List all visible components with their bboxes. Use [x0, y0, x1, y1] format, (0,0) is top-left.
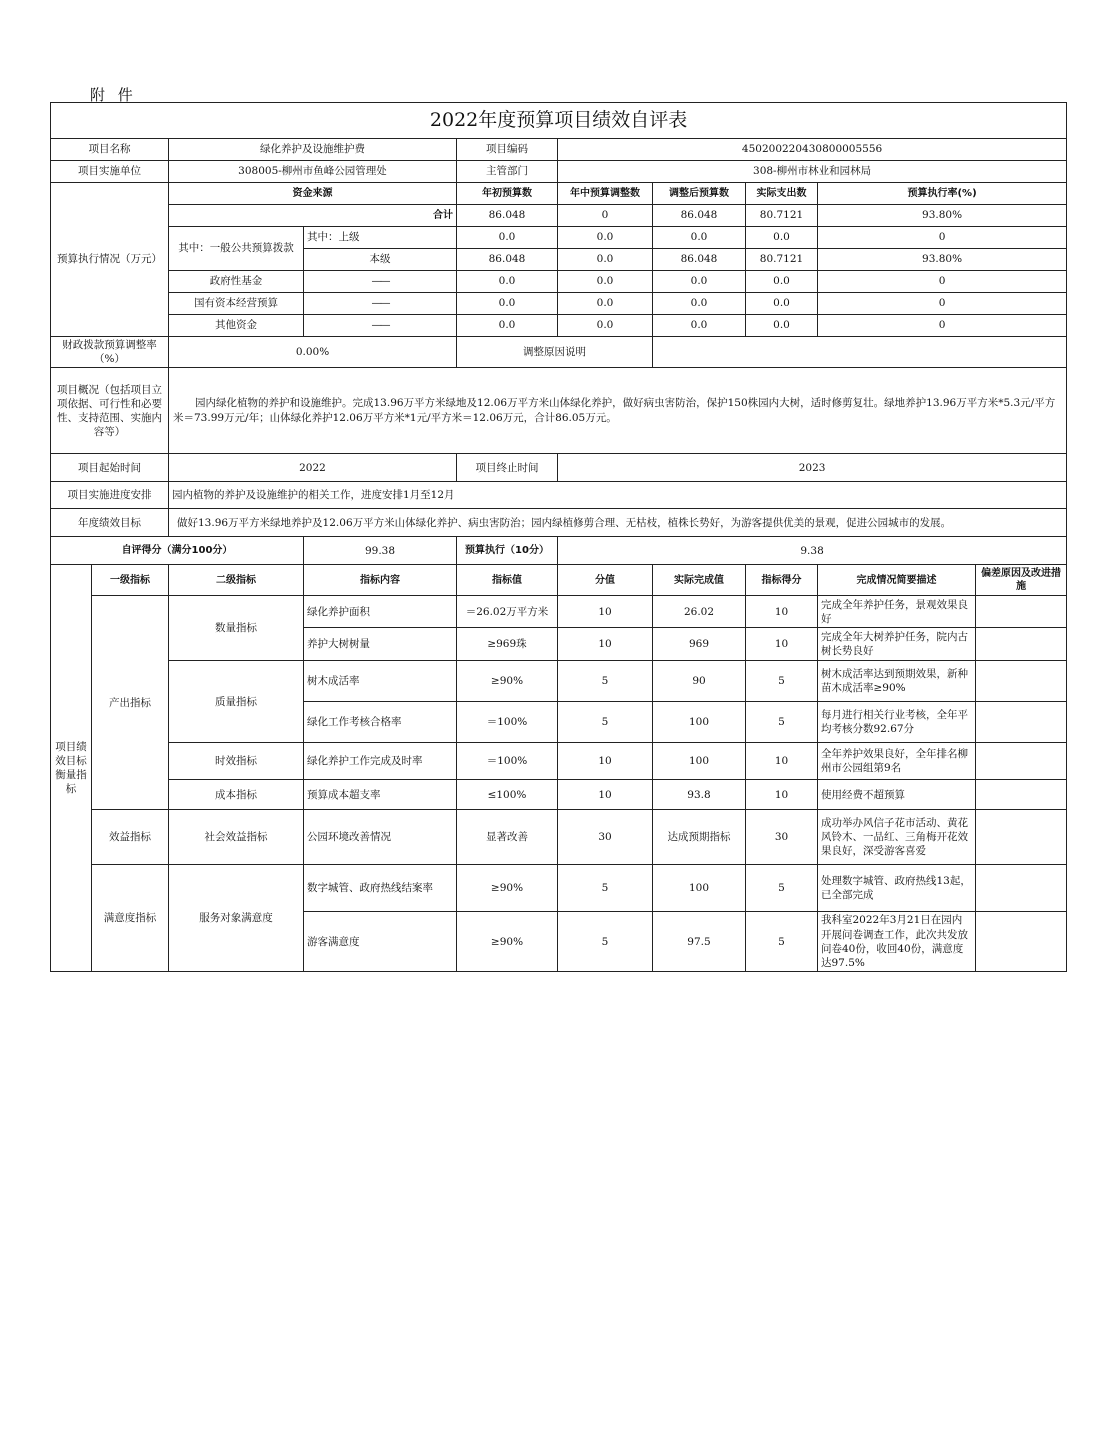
level1-satisfaction: 满意度指标: [92, 865, 169, 972]
attachment-label: 附 件: [90, 86, 137, 104]
indicator-desc: 完成全年养护任务，景观效果良好: [818, 596, 976, 628]
table-row: [51, 596, 1067, 628]
cell: 0: [558, 205, 653, 227]
adjust-reason-label: 调整原因说明: [457, 337, 653, 368]
dash: ——: [304, 293, 457, 315]
indicator-score: 5: [746, 912, 818, 972]
overview-cell: [169, 368, 1067, 454]
indicator-reason: [976, 702, 1067, 743]
level2-social: 社会效益指标: [169, 810, 304, 865]
budget-row-upper: [51, 227, 1067, 249]
exec-score-label: 预算执行（10分）: [457, 537, 558, 565]
indicator-score: 10: [746, 596, 818, 628]
col-reason: 偏差原因及改进措施: [976, 565, 1067, 596]
indicator-target: ＝26.02万平方米: [457, 596, 558, 628]
col-score: 指标得分: [746, 565, 818, 596]
col-initial-budget: 年初预算数: [457, 183, 558, 205]
indicator-content: 游客满意度: [304, 912, 457, 972]
cell: 0: [818, 315, 1067, 337]
indicator-content: 树木成活率: [304, 661, 457, 702]
cell: 0.0: [746, 293, 818, 315]
level2-cost: 成本指标: [169, 780, 304, 810]
cell: 0: [818, 271, 1067, 293]
indicator-target: 显著改善: [457, 810, 558, 865]
col-actual-spend: 实际支出数: [746, 183, 818, 205]
indicator-desc: 全年养护效果良好，全年排名柳州市公园组第9名: [818, 743, 976, 780]
indicator-actual: 97.5: [653, 912, 746, 972]
level2-timeliness: 时效指标: [169, 743, 304, 780]
performance-evaluation-table: [50, 102, 1067, 972]
indicator-desc: 每月进行相关行业考核，全年平均考核分数92.67分: [818, 702, 976, 743]
cell: 0.0: [457, 227, 558, 249]
cell: 0: [818, 293, 1067, 315]
table-row: [51, 743, 1067, 780]
col-mid-adjust: 年中预算调整数: [558, 183, 653, 205]
exec-score-value: 9.38: [558, 537, 1067, 565]
indicator-score: 5: [746, 661, 818, 702]
project-code-label: 项目编码: [457, 139, 558, 161]
indicator-reason: [976, 661, 1067, 702]
level2-quantity: 数量指标: [169, 596, 304, 661]
indicator-weight: 10: [558, 780, 653, 810]
end-value: 2023: [558, 454, 1067, 482]
indicator-desc: 我科室2022年3月21日在园内开展问卷调查工作，此次共发放问卷40份，收回40份，满意度达97.5%: [818, 912, 976, 972]
budget-row-state-capital: [51, 293, 1067, 315]
dept-label: 主管部门: [457, 161, 558, 183]
col-actual: 实际完成值: [653, 565, 746, 596]
start-value: 2022: [169, 454, 457, 482]
other-label: 其他资金: [169, 315, 304, 337]
indicator-target: ≥90%: [457, 912, 558, 972]
score-label: 自评得分（满分100分）: [51, 537, 304, 565]
cell: 80.7121: [746, 249, 818, 271]
cell: 0.0: [558, 249, 653, 271]
cell: 93.80%: [818, 249, 1067, 271]
unit-value: 308005-柳州市鱼峰公园管理处: [169, 161, 457, 183]
table-row: [51, 780, 1067, 810]
indicator-reason: [976, 780, 1067, 810]
score-value: 99.38: [304, 537, 457, 565]
total-label: 合计: [169, 205, 457, 227]
indicator-weight: 30: [558, 810, 653, 865]
col-target: 指标值: [457, 565, 558, 596]
cell: 0.0: [457, 293, 558, 315]
cell: 0.0: [653, 227, 746, 249]
cell: 0.0: [558, 293, 653, 315]
local-label: 本级: [304, 249, 457, 271]
indicator-content: 绿化工作考核合格率: [304, 702, 457, 743]
cell: 80.7121: [746, 205, 818, 227]
cell: 0.0: [746, 227, 818, 249]
indicator-content: 数字城管、政府热线结案率: [304, 865, 457, 912]
level2-quality: 质量指标: [169, 661, 304, 743]
indicator-content: 养护大树树量: [304, 628, 457, 661]
cell: 86.048: [653, 205, 746, 227]
indicator-target: ＝100%: [457, 702, 558, 743]
cell: 86.048: [457, 205, 558, 227]
dept-value: 308-柳州市林业和园林局: [558, 161, 1067, 183]
cell: 0.0: [457, 315, 558, 337]
upper-label: 其中：上级: [304, 227, 457, 249]
schedule-text: 园内植物的养护及设施维护的相关工作，进度安排1月至12月: [169, 482, 1067, 509]
project-code: 450200220430800005556: [558, 139, 1067, 161]
overview-text: 园内绿化植物的养护和设施维护。完成13.96万平方米绿地及12.06万平方米山体绿化养护，做好病虫害防治，保护150株园内大树，适时修剪复壮。绿地养护13.96万平方米*5.3元/平方米＝73.99万元/年；山体绿化养护12.06万平方米*1元/平方米＝12.06万元，合计86.05万元。: [173, 397, 1056, 424]
indicator-reason: [976, 865, 1067, 912]
overview-label: 项目概况（包括项目立项依据、可行性和必要性、支持范围、实施内容等）: [51, 368, 169, 454]
indicator-content: 绿化养护面积: [304, 596, 457, 628]
indicator-desc: 使用经费不超预算: [818, 780, 976, 810]
project-name-label: 项目名称: [51, 139, 169, 161]
dash: ——: [304, 271, 457, 293]
indicator-weight: 5: [558, 702, 653, 743]
budget-row-other: [51, 315, 1067, 337]
cell: 0.0: [746, 271, 818, 293]
indicator-content: 公园环境改善情况: [304, 810, 457, 865]
cell: 0.0: [653, 315, 746, 337]
general-budget-label: 其中：一般公共预算拨款: [169, 227, 304, 271]
indicator-content: 绿化养护工作完成及时率: [304, 743, 457, 780]
cell: 93.80%: [818, 205, 1067, 227]
indicator-reason: [976, 912, 1067, 972]
indicators-side-label: 项目绩效目标衡量指标: [51, 565, 92, 972]
col-content: 指标内容: [304, 565, 457, 596]
indicator-score: 5: [746, 702, 818, 743]
col-exec-rate: 预算执行率(%): [818, 183, 1067, 205]
cell: 0.0: [653, 271, 746, 293]
col-weight: 分值: [558, 565, 653, 596]
end-label: 项目终止时间: [457, 454, 558, 482]
table-row: [51, 865, 1067, 912]
indicator-desc: 处理数字城管、政府热线13起，已全部完成: [818, 865, 976, 912]
cell: 0.0: [558, 271, 653, 293]
indicator-desc: 成功举办风信子花市活动、黄花风铃木、一品红、三角梅开花效果良好，深受游客喜爱: [818, 810, 976, 865]
indicator-actual: 100: [653, 865, 746, 912]
annual-goal-label: 年度绩效目标: [51, 509, 169, 537]
level2-service-satisfaction: 服务对象满意度: [169, 865, 304, 972]
indicator-score: 10: [746, 743, 818, 780]
indicator-weight: 5: [558, 661, 653, 702]
indicator-target: ≤100%: [457, 780, 558, 810]
project-name: 绿化养护及设施维护费: [169, 139, 457, 161]
unit-label: 项目实施单位: [51, 161, 169, 183]
indicator-target: ≥969珠: [457, 628, 558, 661]
indicator-weight: 10: [558, 596, 653, 628]
adjust-rate-label: 财政拨款预算调整率（%）: [51, 337, 169, 368]
indicator-reason: [976, 596, 1067, 628]
indicator-score: 30: [746, 810, 818, 865]
start-label: 项目起始时间: [51, 454, 169, 482]
cell: 86.048: [457, 249, 558, 271]
indicator-weight: 5: [558, 912, 653, 972]
col-adjusted-budget: 调整后预算数: [653, 183, 746, 205]
col-level1: 一级指标: [92, 565, 169, 596]
indicator-actual: 969: [653, 628, 746, 661]
cell: 86.048: [653, 249, 746, 271]
budget-section-label: 预算执行情况（万元）: [51, 183, 169, 337]
indicator-score: 5: [746, 865, 818, 912]
cell: 0.0: [746, 315, 818, 337]
cell: 0: [818, 227, 1067, 249]
table-row: [51, 810, 1067, 865]
schedule-label: 项目实施进度安排: [51, 482, 169, 509]
indicator-reason: [976, 743, 1067, 780]
indicator-actual: 100: [653, 702, 746, 743]
table-row: [51, 661, 1067, 702]
indicator-target: ≥90%: [457, 661, 558, 702]
level1-output: 产出指标: [92, 596, 169, 810]
indicator-reason: [976, 628, 1067, 661]
indicator-desc: 树木成活率达到预期效果，新种苗木成活率≥90%: [818, 661, 976, 702]
cell: 0.0: [457, 271, 558, 293]
adjust-reason: [653, 337, 1067, 368]
indicator-actual: 达成预期指标: [653, 810, 746, 865]
indicator-weight: 10: [558, 743, 653, 780]
indicator-target: ＝100%: [457, 743, 558, 780]
form-title: 2022年度预算项目绩效自评表: [51, 103, 1067, 139]
col-fund-source: 资金来源: [169, 183, 457, 205]
adjust-rate: 0.00%: [169, 337, 457, 368]
gov-fund-label: 政府性基金: [169, 271, 304, 293]
dash: ——: [304, 315, 457, 337]
indicator-reason: [976, 810, 1067, 865]
indicator-score: 10: [746, 780, 818, 810]
budget-row-total: [51, 205, 1067, 227]
indicator-desc: 完成全年大树养护任务，院内古树长势良好: [818, 628, 976, 661]
budget-row-gov-fund: [51, 271, 1067, 293]
indicator-score: 10: [746, 628, 818, 661]
indicator-actual: 100: [653, 743, 746, 780]
state-capital-label: 国有资本经营预算: [169, 293, 304, 315]
cell: 0.0: [653, 293, 746, 315]
indicator-actual: 90: [653, 661, 746, 702]
cell: 0.0: [558, 315, 653, 337]
indicator-target: ≥90%: [457, 865, 558, 912]
col-desc: 完成情况简要描述: [818, 565, 976, 596]
col-level2: 二级指标: [169, 565, 304, 596]
indicator-content: 预算成本超支率: [304, 780, 457, 810]
cell: 0.0: [558, 227, 653, 249]
indicator-weight: 10: [558, 628, 653, 661]
indicator-actual: 26.02: [653, 596, 746, 628]
indicator-weight: 5: [558, 865, 653, 912]
annual-goal-text: 做好13.96万平方米绿地养护及12.06万平方米山体绿化养护、病虫害防治；园内绿植修剪合理、无枯枝，植株长势好，为游客提供优美的景观，促进公园城市的发展。: [169, 509, 1067, 537]
indicator-actual: 93.8: [653, 780, 746, 810]
level1-benefit: 效益指标: [92, 810, 169, 865]
